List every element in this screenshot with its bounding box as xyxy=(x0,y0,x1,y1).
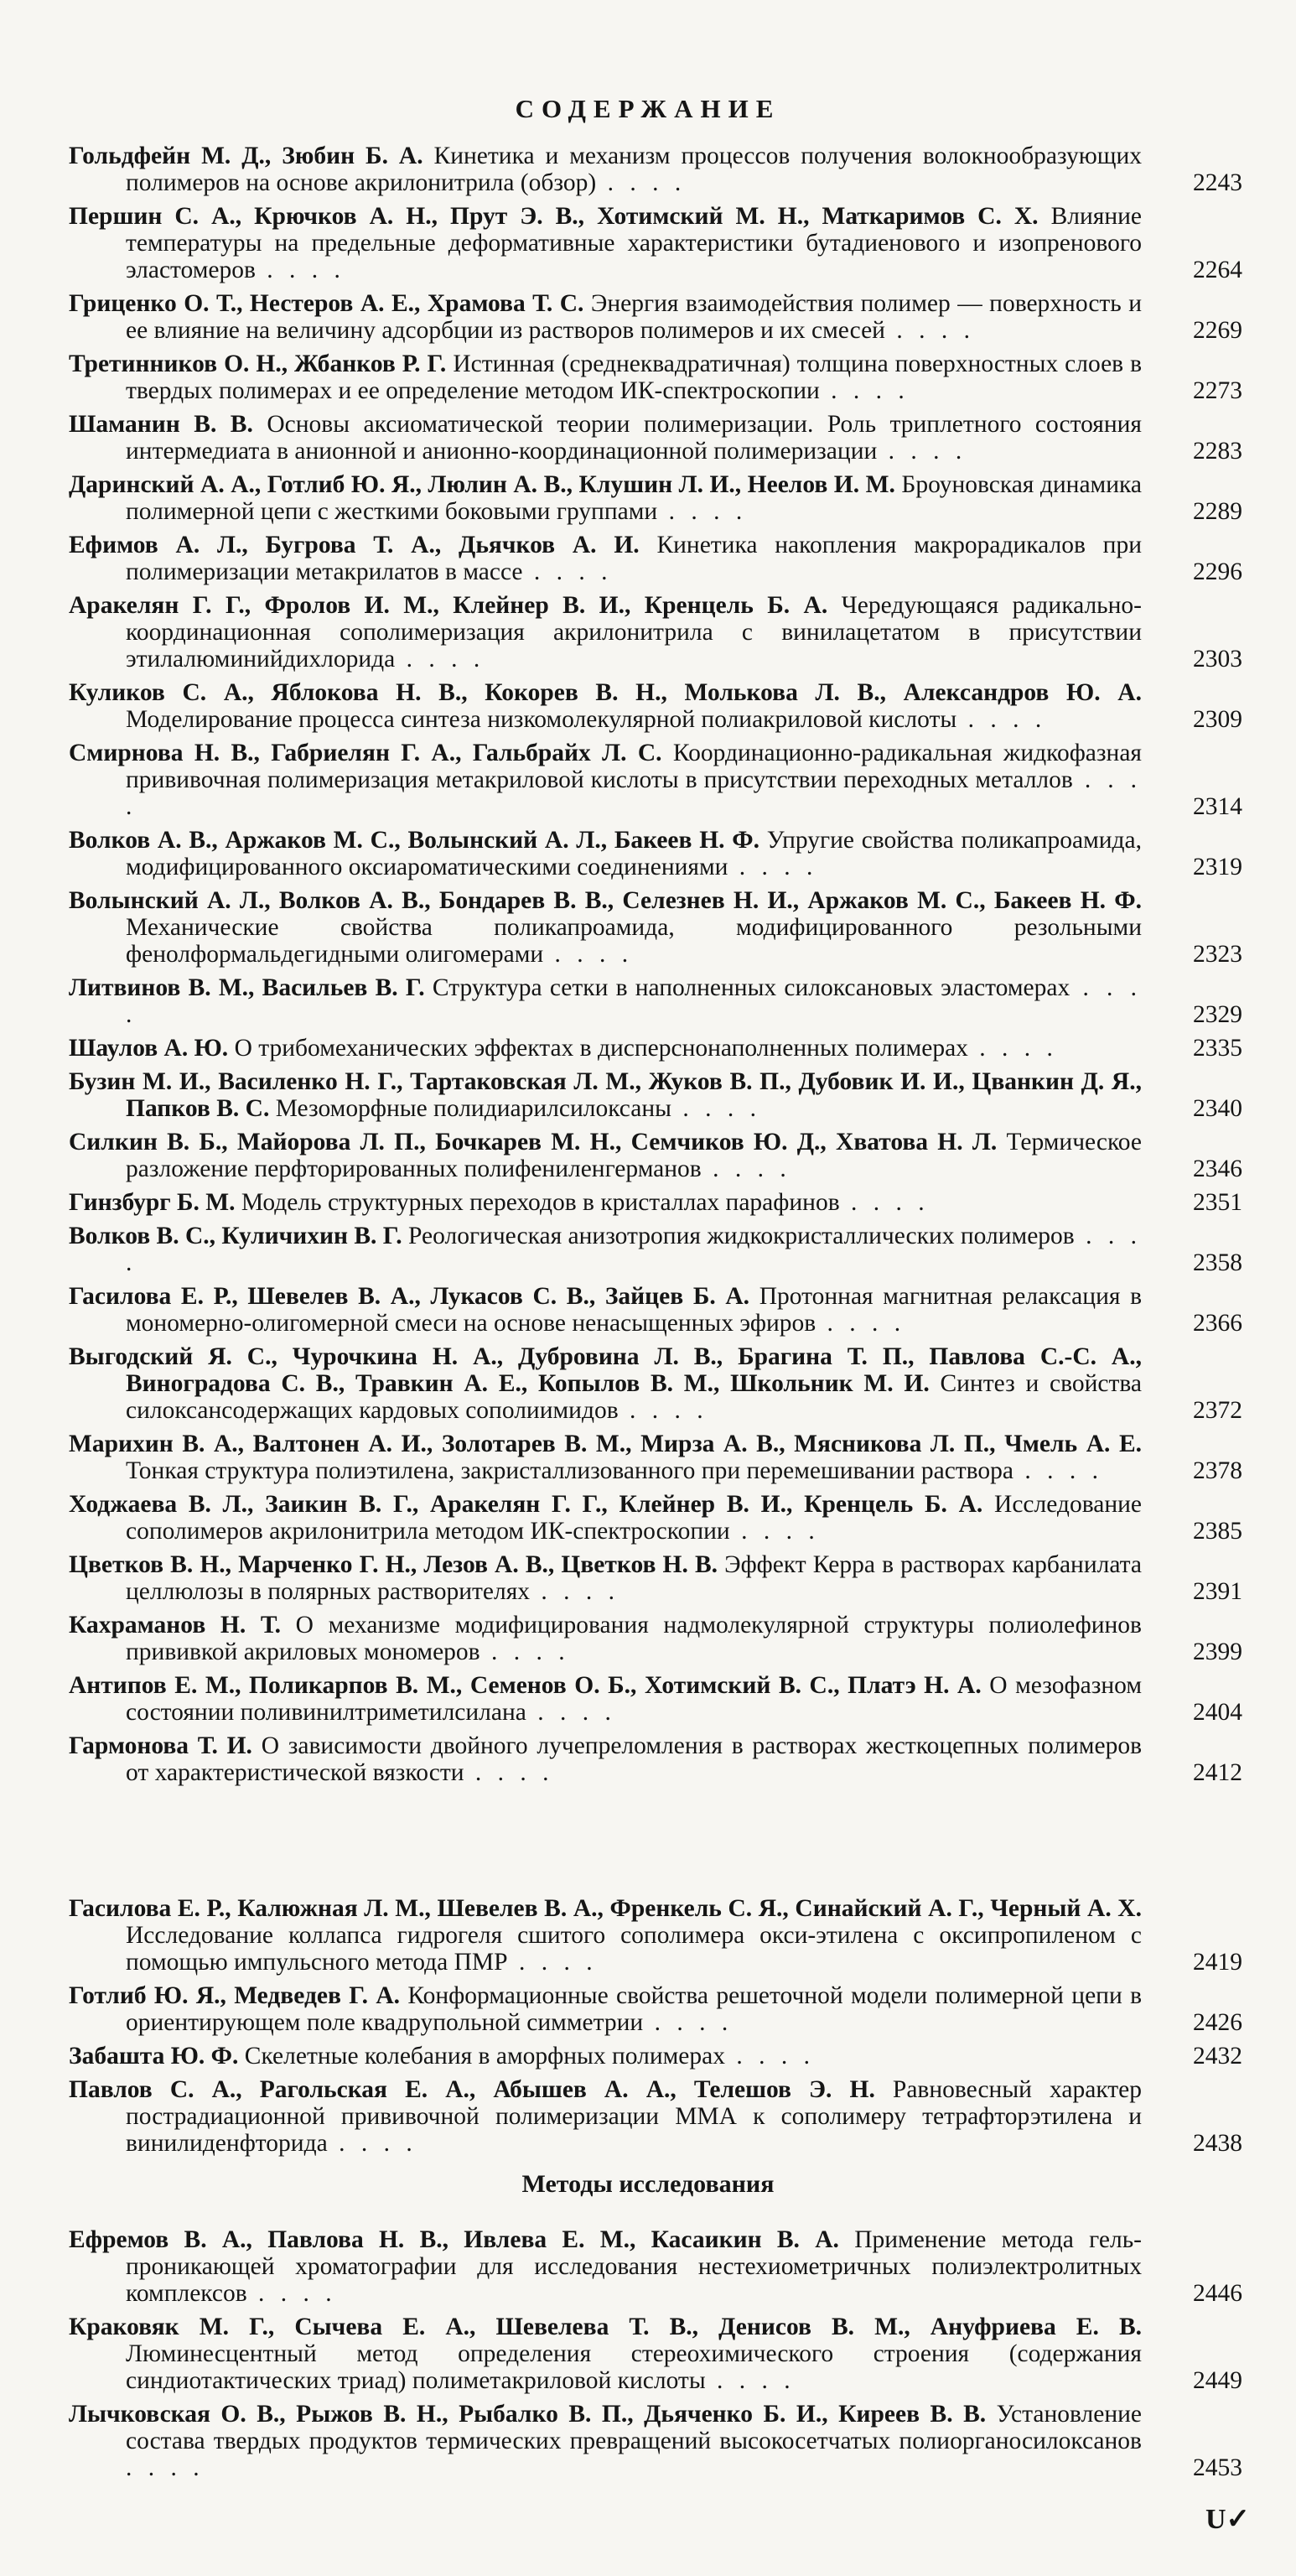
toc-entry xyxy=(69,1189,1242,1216)
toc-page-number: 2319 xyxy=(1193,854,1242,880)
toc-authors: Готлиб Ю. Я., Медведев Г. А. xyxy=(69,1982,401,2009)
toc-page-number: 2372 xyxy=(1193,1397,1242,1424)
handwritten-mark: U✓ xyxy=(1205,2504,1251,2535)
toc-entry xyxy=(69,351,1242,404)
toc-authors: Гриценко О. Т., Нестеров А. Е., Храмова Т. С. xyxy=(69,290,584,317)
toc-page-number: 2289 xyxy=(1193,498,1242,525)
toc-authors: Марихин В. А., Валтонен А. И., Золотарев В. М., Мирза А. В., Мясникова Л. П., Чмель А. Е. xyxy=(69,1431,1142,1457)
toc-page-number: 2264 xyxy=(1193,257,1242,283)
toc-authors: Смирнова Н. В., Габриелян Г. А., Гальбрайх Л. С. xyxy=(69,740,662,766)
toc-authors: Куликов С. А., Яблокова Н. В., Кокорев В. Н., Молькова Л. В., Александров Ю. А. xyxy=(69,679,1142,706)
toc-entry xyxy=(69,1129,1242,1182)
toc-article-title: Применение метода гель-проникающей хроматографии для исследования нестехиометричных полиэлектролитных комплексов xyxy=(126,2226,1142,2307)
dot-leader: . . . . xyxy=(327,2130,417,2157)
toc-entry xyxy=(69,411,1242,465)
dot-leader: . . . . xyxy=(967,1035,1058,1062)
toc-page-number: 2296 xyxy=(1193,558,1242,585)
toc-entry-text xyxy=(69,351,1142,404)
toc-authors: Павлов С. А., Рагольская Е. А., Абышев А. А., Телешов Э. Н. xyxy=(69,2076,875,2103)
toc-entry-text xyxy=(69,1895,1142,1976)
dot-leader: . . . . xyxy=(701,1156,791,1182)
toc-entry xyxy=(69,1895,1242,1976)
toc-entry-text xyxy=(69,1223,1142,1276)
toc-article-title: Реологическая анизотропия жидкокристаллических полимеров xyxy=(408,1223,1075,1249)
toc-entry xyxy=(69,592,1242,673)
toc-entry xyxy=(69,1343,1242,1424)
toc-authors: Силкин В. Б., Майорова Л. П., Бочкарев М. Н., Семчиков Ю. Д., Хватова Н. Л. xyxy=(69,1129,998,1156)
toc-entry-text xyxy=(69,2401,1142,2481)
toc-page-number: 2243 xyxy=(1193,169,1242,196)
toc-article-title: О мезофазном состоянии поливинилтриметилсилана xyxy=(126,1672,1142,1726)
toc-article-title: Энергия взаимодействия полимер — поверхность и ее влияние на величину адсорбции из растворов полимеров и их смесей xyxy=(126,290,1142,344)
toc-article-title: Скелетные колебания в аморфных полимерах xyxy=(244,2043,725,2070)
dot-leader: . . . . xyxy=(671,1095,761,1122)
dot-leader: . . . . xyxy=(480,1639,570,1665)
toc-entry-text xyxy=(69,2043,1142,2070)
toc-entry-text xyxy=(69,740,1142,820)
toc-entry xyxy=(69,1551,1242,1605)
toc-page-number: 2303 xyxy=(1193,646,1242,673)
toc-authors: Бузин М. И., Василенко Н. Г., Тартаковская Л. М., Жуков В. П., Дубовик И. И., Цванкин Д. Я., Папков В. С. xyxy=(69,1068,1142,1122)
toc-page-number: 2419 xyxy=(1193,1949,1242,1976)
toc-article-title: Равновесный характер пострадиационной прививочной полимеризации ММА к сополимеру тетрафторэтилена и винилиденфторида xyxy=(126,2076,1142,2157)
toc-entry xyxy=(69,1431,1242,1484)
toc-entry xyxy=(69,143,1242,196)
toc-page-number: 2438 xyxy=(1193,2130,1242,2157)
toc-authors: Першин С. А., Крючков А. Н., Прут Э. В., Хотимский М. Н., Маткаримов С. Х. xyxy=(69,203,1039,230)
toc-page-number: 2446 xyxy=(1193,2280,1242,2307)
toc-entry-text xyxy=(69,1283,1142,1337)
dot-leader: . . . . xyxy=(530,1578,620,1605)
toc-entry xyxy=(69,1982,1242,2036)
toc-page-number: 2378 xyxy=(1193,1457,1242,1484)
dot-leader: . . . . xyxy=(618,1397,708,1424)
toc-entry-text xyxy=(69,1612,1142,1665)
toc-article-title: Истинная (среднеквадратичная) толщина поверхностных слоев в твердых полимерах и ее определение методом ИК-спектроскопии xyxy=(126,351,1143,404)
toc-article-title: Кинетика и механизм процессов получения волокнообразующих полимеров на основе акрилонитрила (обзор) xyxy=(126,143,1142,196)
toc-article-title: Протонная магнитная релаксация в мономерно-олигомерной смеси на основе ненасыщенных эфиров xyxy=(126,1283,1142,1337)
dot-leader: . . . . xyxy=(126,1223,1143,1276)
toc-entry-text xyxy=(69,1982,1142,2036)
dot-leader: . . . . xyxy=(526,1699,616,1726)
toc-page-number: 2385 xyxy=(1193,1518,1242,1545)
toc-article-title: Броуновская динамика полимерной цепи с жесткими боковыми группами xyxy=(126,471,1142,525)
toc-article-title: Конформационные свойства решеточной модели полимерной цепи в ориентирующем поле квадрупольной симметрии xyxy=(126,1982,1143,2036)
toc-entry xyxy=(69,532,1242,585)
dot-leader: . . . . xyxy=(522,558,613,585)
toc-authors: Выгодский Я. С., Чурочкина Н. А., Дубровина Л. В., Брагина Т. П., Павлова С.-С. А., Виноградова С. В., Травкин А. Е., Копылов В. М., Школьник М. И. xyxy=(69,1343,1142,1397)
toc-entry xyxy=(69,2226,1242,2307)
toc-page-number: 2449 xyxy=(1193,2367,1242,2394)
toc-entry-text xyxy=(69,1068,1142,1122)
toc-authors: Гасилова Е. Р., Шевелев В. А., Лукасов С. В., Зайцев Б. А. xyxy=(69,1283,750,1310)
toc-entry-text xyxy=(69,2314,1142,2394)
toc-page-number: 2346 xyxy=(1193,1156,1242,1182)
toc-authors: Забашта Ю. Ф. xyxy=(69,2043,239,2070)
toc-entry-text xyxy=(69,1129,1142,1182)
toc-entry-text xyxy=(69,1491,1142,1545)
toc-entry xyxy=(69,679,1242,733)
dot-leader: . . . . xyxy=(246,2280,337,2307)
toc-entry-text xyxy=(69,2226,1142,2307)
toc-article-title: Эффект Керра в растворах карбанилата целлюлозы в полярных растворителях xyxy=(126,1551,1143,1605)
toc-entry xyxy=(69,1223,1242,1276)
toc-page-number: 2351 xyxy=(1193,1189,1242,1216)
dot-leader: . . . . xyxy=(643,2009,734,2036)
toc-article-title: О зависимости двойного лучепреломления в растворах жесткоцепных полимеров от характеристической вязкости xyxy=(126,1732,1142,1786)
toc-page-number: 2426 xyxy=(1193,2009,1242,2036)
toc-entry xyxy=(69,471,1242,525)
toc-authors: Ефимов А. Л., Бугрова Т. А., Дьячков А. И. xyxy=(69,532,640,558)
toc-article-title: Тонкая структура полиэтилена, закристаллизованного при перемешивании раствора xyxy=(126,1457,1014,1484)
toc-page-number: 2329 xyxy=(1193,1001,1242,1028)
toc-entry xyxy=(69,2076,1242,2157)
dot-leader: . . . . xyxy=(126,766,1142,820)
dot-leader: . . . . xyxy=(126,2454,205,2481)
toc-entry-text xyxy=(69,203,1142,283)
toc-article-title: Кинетика накопления макрорадикалов при полимеризации метакрилатов в массе xyxy=(126,532,1142,585)
toc-entry-text xyxy=(69,1672,1142,1726)
toc-section-main xyxy=(69,143,1242,1793)
toc-article-title: Установление состава твердых продуктов термических превращений высокосетчатых полиорганосилоксанов xyxy=(126,2401,1142,2454)
toc-article-title: Синтез и свойства силоксансодержащих кардовых сополиимидов xyxy=(126,1370,1143,1424)
toc-authors: Волынский А. Л., Волков А. В., Бондарев В. В., Селезнев Н. И., Аржаков М. С., Бакеев Н. Ф. xyxy=(69,887,1142,914)
toc-page-number: 2366 xyxy=(1193,1310,1242,1337)
dot-leader: . . . . xyxy=(839,1189,930,1216)
toc-entry-text xyxy=(69,1343,1142,1424)
toc-authors: Даринский А. А., Готлиб Ю. Я., Люлин А. В., Клушин Л. И., Неелов И. М. xyxy=(69,471,895,498)
toc-entry-text xyxy=(69,1431,1142,1484)
dot-leader: . . . . xyxy=(877,438,967,465)
toc-authors: Антипов Е. М., Поликарпов В. М., Семенов О. Б., Хотимский В. С., Платэ Н. А. xyxy=(69,1672,982,1699)
toc-authors: Аракелян Г. Г., Фролов И. М., Клейнер В. И., Кренцель Б. А. xyxy=(69,592,828,619)
toc-entry-text xyxy=(69,1551,1142,1605)
toc-entry xyxy=(69,1732,1242,1786)
toc-authors: Волков В. С., Куличихин В. Г. xyxy=(69,1223,402,1249)
toc-article-title: Основы аксиоматической теории полимеризации. Роль триплетного состояния интермедиата в анионной и анионно-координационной полимеризации xyxy=(126,411,1143,465)
toc-page-number: 2283 xyxy=(1193,438,1242,465)
dot-leader: . . . . xyxy=(1013,1457,1104,1484)
toc-entry-text xyxy=(69,679,1142,733)
toc-entry xyxy=(69,1491,1242,1545)
toc-authors: Волков А. В., Аржаков М. С., Волынский А. Л., Бакеев Н. Ф. xyxy=(69,827,760,854)
dot-leader: . . . . xyxy=(705,2367,796,2394)
dot-leader: . . . . xyxy=(507,1949,598,1976)
toc-entry xyxy=(69,740,1242,820)
toc-entry xyxy=(69,887,1242,968)
toc-entry-text xyxy=(69,143,1142,196)
toc-page-number: 2273 xyxy=(1193,377,1242,404)
toc-page-number: 2399 xyxy=(1193,1639,1242,1665)
toc-article-title: Координационно-радикальная жидкофазная прививочная полимеризация метакриловой кислоты в присутствии переходных металлов xyxy=(126,740,1143,793)
toc-entry xyxy=(69,2314,1242,2394)
toc-authors: Третинников О. Н., Жбанков Р. Г. xyxy=(69,351,447,377)
toc-authors: Гинзбург Б. М. xyxy=(69,1189,236,1216)
toc-authors: Гасилова Е. Р., Калюжная Л. М., Шевелев В. А., Френкель С. Я., Синайский А. Г., Черный А. Х. xyxy=(69,1895,1142,1922)
toc-entry xyxy=(69,1672,1242,1726)
toc-authors: Гольдфейн М. Д., Зюбин Б. А. xyxy=(69,143,423,169)
toc-page-number: 2358 xyxy=(1193,1249,1242,1276)
toc-entry xyxy=(69,974,1242,1028)
dot-leader: . . . . xyxy=(729,1518,820,1545)
toc-authors: Гармонова Т. И. xyxy=(69,1732,252,1759)
toc-article-title: Моделирование процесса синтеза низкомолекулярной полиакриловой кислоты xyxy=(126,706,957,733)
toc-section-second xyxy=(69,1895,1242,2163)
toc-article-title: О механизме модифицирования надмолекулярной структуры полиолефинов прививкой акриловых мономеров xyxy=(126,1612,1142,1665)
toc-entry xyxy=(69,2401,1242,2481)
dot-leader: . . . . xyxy=(543,941,634,968)
toc-authors: Лычковская О. В., Рыжов В. Н., Рыбалко В. П., Дьяченко Б. И., Киреев В. В. xyxy=(69,2401,987,2428)
toc-article-title: Влияние температуры на предельные деформативные характеристики бутадиенового и изопренового эластомеров xyxy=(126,203,1143,283)
toc-page-number: 2404 xyxy=(1193,1699,1242,1726)
dot-leader: . . . . xyxy=(816,1310,906,1337)
toc-page-number: 2269 xyxy=(1193,317,1242,344)
dot-leader: . . . . xyxy=(596,169,687,196)
toc-entry xyxy=(69,1035,1242,1062)
dot-leader: . . . . xyxy=(819,377,910,404)
toc-authors: Шаулов А. Ю. xyxy=(69,1035,229,1062)
toc-page-number: 2309 xyxy=(1193,706,1242,733)
toc-article-title: О трибомеханических эффектах в дисперснонаполненных полимерах xyxy=(234,1035,968,1062)
dot-leader: . . . . xyxy=(464,1759,554,1786)
toc-entry-text xyxy=(69,2076,1142,2157)
toc-article-title: Чередующаяся радикально-координационная сополимеризация акрилонитрила с винилацетатом в присутствии этилалюминийдихлорида xyxy=(126,592,1142,673)
toc-authors: Литвинов В. М., Васильев В. Г. xyxy=(69,974,425,1001)
toc-entry xyxy=(69,1068,1242,1122)
toc-article-title: Исследование сополимеров акрилонитрила методом ИК-спектроскопии xyxy=(126,1491,1142,1545)
toc-entry-text xyxy=(69,1035,1142,1062)
toc-entry xyxy=(69,1612,1242,1665)
toc-page-number: 2453 xyxy=(1193,2454,1242,2481)
toc-entry-text xyxy=(69,827,1142,880)
toc-page-number: 2323 xyxy=(1193,941,1242,968)
toc-entry-text xyxy=(69,411,1142,465)
page-title: СОДЕРЖАНИЕ xyxy=(515,94,781,123)
toc-page-number: 2391 xyxy=(1193,1578,1242,1605)
toc-entry xyxy=(69,827,1242,880)
toc-entry-text xyxy=(69,887,1142,968)
dot-leader: . . . . xyxy=(956,706,1047,733)
dot-leader: . . . . xyxy=(255,257,345,283)
toc-article-title: Термическое разложение перфторированных полифениленгерманов xyxy=(126,1129,1142,1182)
toc-page-number: 2335 xyxy=(1193,1035,1242,1062)
toc-article-title: Механические свойства поликапроамида, модифицированного резольными фенолформальдегидными олигомерами xyxy=(126,914,1142,968)
toc-entry-text xyxy=(69,290,1142,344)
toc-article-title: Упругие свойства поликапроамида, модифицированного оксиароматическими соединениями xyxy=(126,827,1142,880)
toc-entry xyxy=(69,2043,1242,2070)
toc-entry-text xyxy=(69,471,1142,525)
toc-page-number: 2340 xyxy=(1193,1095,1242,1122)
toc-authors: Ходжаева В. Л., Заикин В. Г., Аракелян Г. Г., Клейнер В. И., Кренцель Б. А. xyxy=(69,1491,983,1518)
toc-authors: Краковяк М. Г., Сычева Е. А., Шевелева Т. В., Денисов В. М., Ануфриева Е. В. xyxy=(69,2314,1142,2340)
toc-page-number: 2432 xyxy=(1193,2043,1242,2070)
dot-leader: . . . . xyxy=(724,2043,815,2070)
toc-entry xyxy=(69,203,1242,283)
dot-leader: . . . . xyxy=(395,646,485,673)
dot-leader: . . . . xyxy=(884,317,975,344)
toc-page-number: 2314 xyxy=(1193,793,1242,820)
dot-leader: . . . . xyxy=(126,974,1143,1028)
dot-leader: . . . . xyxy=(657,498,748,525)
toc-article-title: Мезоморфные полидиарилсилоксаны xyxy=(275,1095,671,1122)
toc-entry-text xyxy=(69,592,1142,673)
toc-article-title: Люминесцентный метод определения стереохимического строения (содержания синдиотактических триад) полиметакриловой кислоты xyxy=(126,2340,1142,2394)
toc-authors: Цветков В. Н., Марченко Г. Н., Лезов А. В., Цветков Н. В. xyxy=(69,1551,718,1578)
toc-article-title: Модель структурных переходов в кристаллах парафинов xyxy=(241,1189,840,1216)
toc-entry xyxy=(69,290,1242,344)
toc-authors: Ефремов В. А., Павлова Н. В., Ивлева Е. М., Касаикин В. А. xyxy=(69,2226,839,2253)
methods-heading: Методы исследования xyxy=(521,2170,775,2198)
toc-entry xyxy=(69,1283,1242,1337)
toc-section-methods xyxy=(69,2226,1242,2488)
toc-entry-text xyxy=(69,1189,1142,1216)
toc-authors: Шаманин В. В. xyxy=(69,411,253,438)
toc-article-title: Структура сетки в наполненных силоксановых эластомерах xyxy=(432,974,1070,1001)
toc-entry-text xyxy=(69,974,1142,1028)
toc-article-title: Исследование коллапса гидрогеля сшитого сополимера окси-этилена с оксипропиленом с помощью импульсного метода ПМР xyxy=(126,1922,1142,1976)
toc-entry-text xyxy=(69,1732,1142,1786)
toc-page-number: 2412 xyxy=(1193,1759,1242,1786)
toc-authors: Кахраманов Н. Т. xyxy=(69,1612,281,1639)
toc-entry-text xyxy=(69,532,1142,585)
dot-leader: . . . . xyxy=(728,854,818,880)
